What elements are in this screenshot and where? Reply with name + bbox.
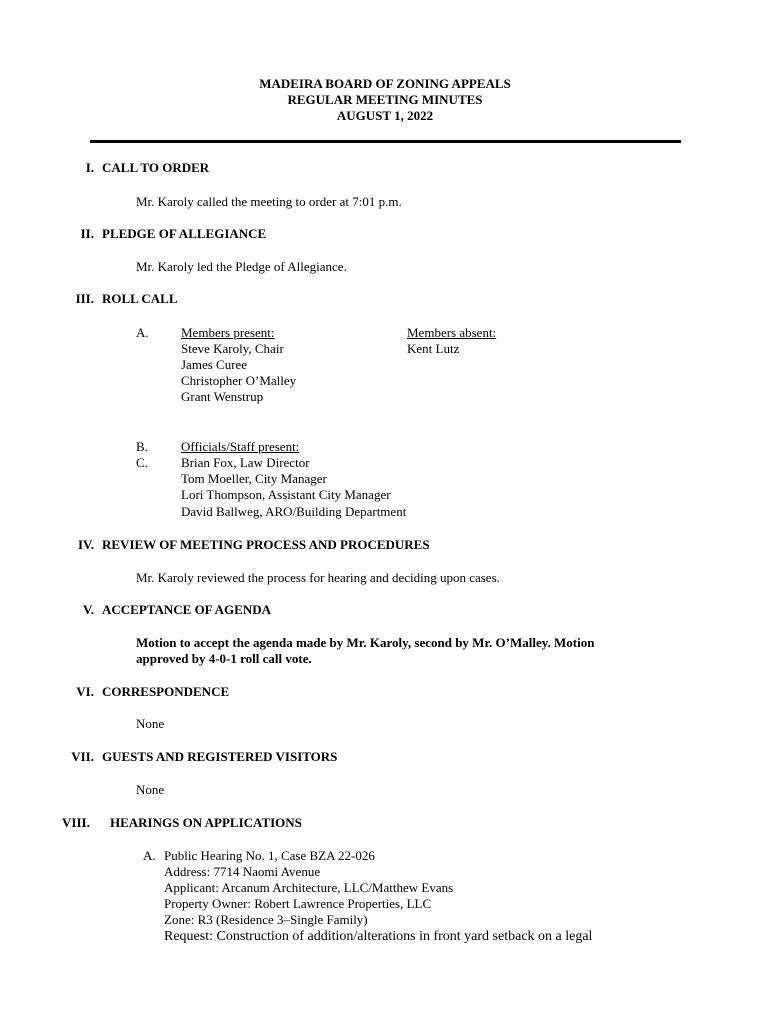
section-number: III.: [75, 291, 94, 306]
section-number: VI.: [76, 684, 94, 699]
section-title-call-to-order: CALL TO ORDER: [102, 160, 210, 175]
hearing-line: Zone: R3 (Residence 3–Single Family): [164, 912, 368, 927]
section-title-guests: GUESTS AND REGISTERED VISITORS: [102, 749, 338, 764]
hearing-line: Request: Construction of addition/alterations in front yard setback on a legal: [164, 929, 593, 944]
section-text: None: [136, 716, 165, 731]
section-number: II.: [80, 226, 94, 241]
hearing-line: Address: 7714 Naomi Avenue: [164, 864, 321, 879]
section-title-acceptance-of-agenda: ACCEPTANCE OF AGENDA: [102, 602, 272, 617]
section-title-correspondence: CORRESPONDENCE: [102, 684, 230, 699]
section-text: None: [136, 782, 165, 797]
section-text: Mr. Karoly led the Pledge of Allegiance.: [136, 259, 347, 274]
hearing-line: Public Hearing No. 1, Case BZA 22-026: [164, 848, 375, 863]
meeting-date: AUGUST 1, 2022: [336, 108, 434, 123]
list-item: Steve Karoly, Chair: [181, 341, 284, 356]
list-item: Kent Lutz: [407, 341, 460, 356]
list-item: Brian Fox, Law Director: [181, 455, 310, 470]
document-title: MADEIRA BOARD OF ZONING APPEALS: [259, 76, 511, 91]
hearing-line: Applicant: Arcanum Architecture, LLC/Matthew Evans: [164, 880, 454, 895]
section-text: Mr. Karoly reviewed the process for hearing and deciding upon cases.: [136, 570, 500, 585]
list-item: James Curee: [181, 357, 248, 372]
list-item: Grant Wenstrup: [181, 389, 264, 404]
members-present-heading: Members present:: [181, 325, 275, 340]
section-title-hearings: HEARINGS ON APPLICATIONS: [110, 815, 302, 830]
list-item: Tom Moeller, City Manager: [181, 471, 327, 486]
item-marker: C.: [136, 455, 148, 470]
header-divider: [90, 140, 681, 143]
item-marker: A.: [136, 325, 149, 340]
section-number: VII.: [71, 749, 94, 764]
motion-text: approved by 4-0-1 roll call vote.: [136, 651, 312, 666]
section-text: Mr. Karoly called the meeting to order at 7:01 p.m.: [136, 194, 402, 209]
list-item: Lori Thompson, Assistant City Manager: [181, 487, 391, 502]
section-title-roll-call: ROLL CALL: [102, 291, 178, 306]
list-item: Christopher O’Malley: [181, 373, 297, 388]
item-marker: A.: [143, 848, 156, 863]
motion-text: Motion to accept the agenda made by Mr. Karoly, second by Mr. O’Malley. Motion: [136, 635, 595, 650]
item-marker: B.: [136, 439, 148, 454]
section-title-review-process: REVIEW OF MEETING PROCESS AND PROCEDURES: [102, 537, 430, 552]
staff-present-heading: Officials/Staff present:: [181, 439, 300, 454]
section-title-pledge: PLEDGE OF ALLEGIANCE: [102, 226, 267, 241]
hearing-line: Property Owner: Robert Lawrence Properties, LLC: [164, 896, 432, 911]
section-number: V.: [83, 602, 94, 617]
section-number: VIII.: [62, 815, 90, 830]
document-subtitle: REGULAR MEETING MINUTES: [287, 92, 483, 107]
section-number: IV.: [77, 537, 94, 552]
members-absent-heading: Members absent:: [407, 325, 497, 340]
list-item: David Ballweg, ARO/Building Department: [181, 504, 407, 519]
section-number: I.: [85, 160, 94, 175]
